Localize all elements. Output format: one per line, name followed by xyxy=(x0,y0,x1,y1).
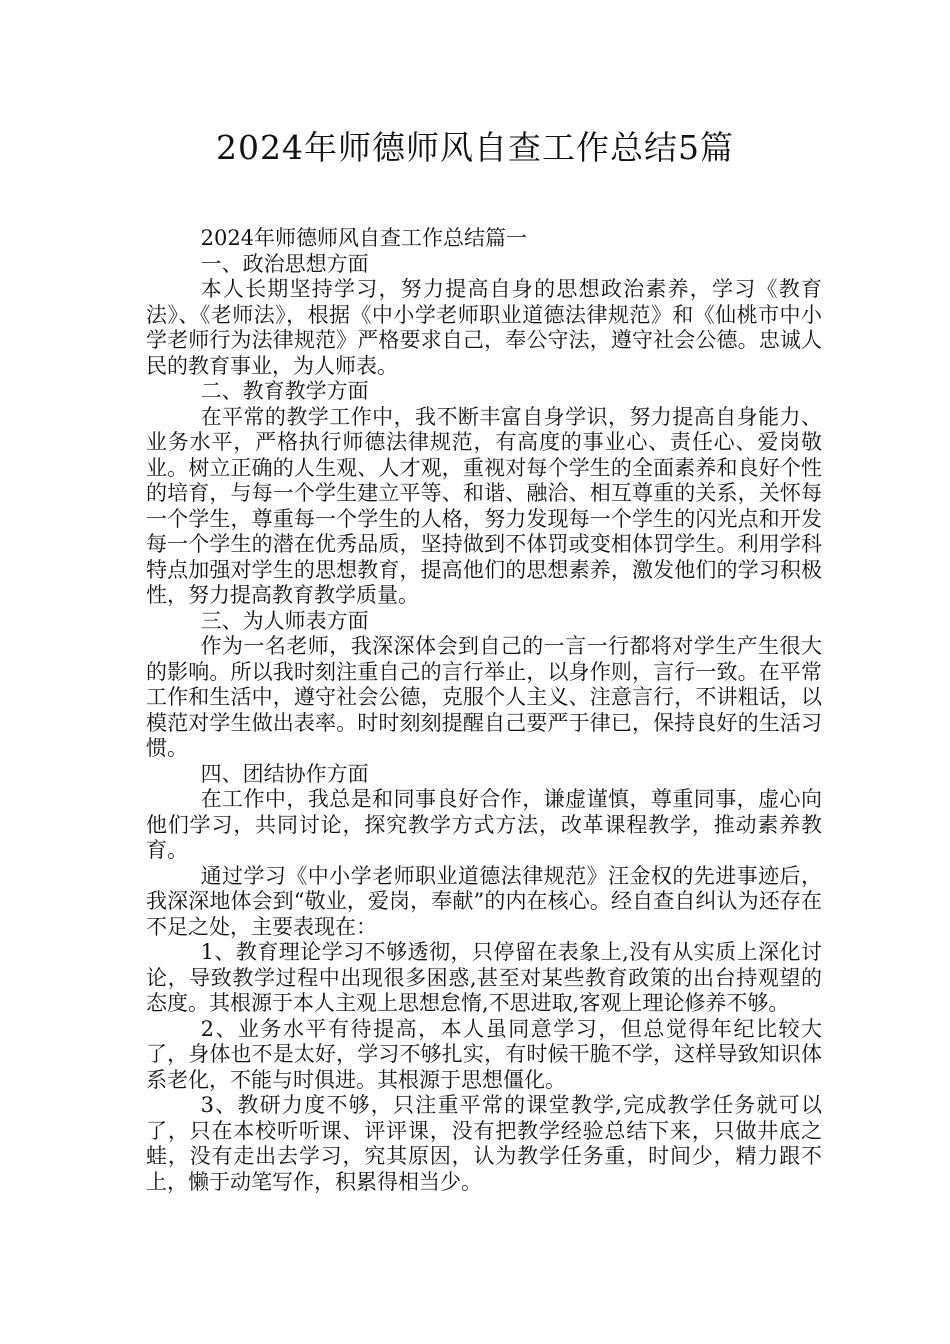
list-item: 1、教育理论学习不够透彻，只停留在表象上,没有从实质上深化讨论，导致教学过程中出现很多困惑,甚至对某些教育政策的出台持观望的态度。其根源于本人主观上思想怠惰,不思进取,客观上理论修养不够。 xyxy=(146,940,822,1015)
subsection-heading: 一、政治思想方面 xyxy=(200,251,369,276)
body-paragraph: 本人长期坚持学习，努力提高自身的思想政治素养，学习《教育法》、《老师法》，根据《中小学老师职业道德法律规范》和《仙桃市中小学老师行为法律规范》严格要求自己，奉公守法，遵守社会公德。忠诚人民的教育事业，为人师表。 xyxy=(146,277,822,378)
body-paragraph: 在工作中，我总是和同事良好合作，谦虚谨慎，尊重同事，虚心向他们学习，共同讨论，探究教学方式方法，改革课程教学，推动素养教育。 xyxy=(146,787,822,862)
subsection-heading: 二、教育教学方面 xyxy=(200,379,369,403)
list-item: 2、业务水平有待提高，本人虽同意学习，但总觉得年纪比较大了，身体也不是太好，学习不够扎实，有时候干脆不学，这样导致知识体系老化，不能与时俱进。其根源于思想僵化。 xyxy=(146,1016,822,1092)
section-title: 2024年师德师风自查工作总结篇一 xyxy=(200,226,528,250)
body-paragraph: 作为一名老师，我深深体会到自己的一言一行都将对学生产生很大的影响。所以我时刻注重自己的言行举止，以身作则，言行一致。在平常工作和生活中，遵守社会公德，克服个人主义、注意言行，不讲粗话，以模范对学生做出表率。时时刻刻提醒自己要严于律已，保持良好的生活习惯。 xyxy=(146,634,822,760)
body-paragraph: 在平常的教学工作中，我不断丰富自身学识，努力提高自身能力、业务水平，严格执行师德法律规范，有高度的事业心、责任心、爱岗敬业。树立正确的人生观、人才观，重视对每个学生的全面素养和良好个性的培育，与每一个学生建立平等、和谐、融洽、相互尊重的关系，关怀每一个学生，尊重每一个学生的人格，努力发现每一个学生的闪光点和开发每一个学生的潜在优秀品质，坚持做到不体罚或变相体罚学生。利用学科特点加强对学生的思想教育，提高他们的思想素养，激发他们的学习积极性，努力提高教育教学质量。 xyxy=(146,404,822,607)
document-body xyxy=(146,226,822,1195)
subsection-heading: 四、团结协作方面 xyxy=(200,761,369,786)
subsection-heading: 三、为人师表方面 xyxy=(200,608,369,633)
body-paragraph: 通过学习《中小学老师职业道德法律规范》汪金权的先进事迹后，我深深地体会到“敬业，爱岗，奉献”的内在核心。经自查自纠认为还存在不足之处，主要表现在： xyxy=(146,863,822,939)
list-item: 3、教研力度不够，只注重平常的课堂教学,完成教学任务就可以了，只在本校听听课、评评课，没有把教学经验总结下来，只做井底之蛙，没有走出去学习，究其原因，认为教学任务重，时间少，精力跟不上，懒于动笔写作，积累得相当少。 xyxy=(146,1093,822,1194)
document-title: 2024年师德师风自查工作总结5篇 xyxy=(216,128,734,167)
